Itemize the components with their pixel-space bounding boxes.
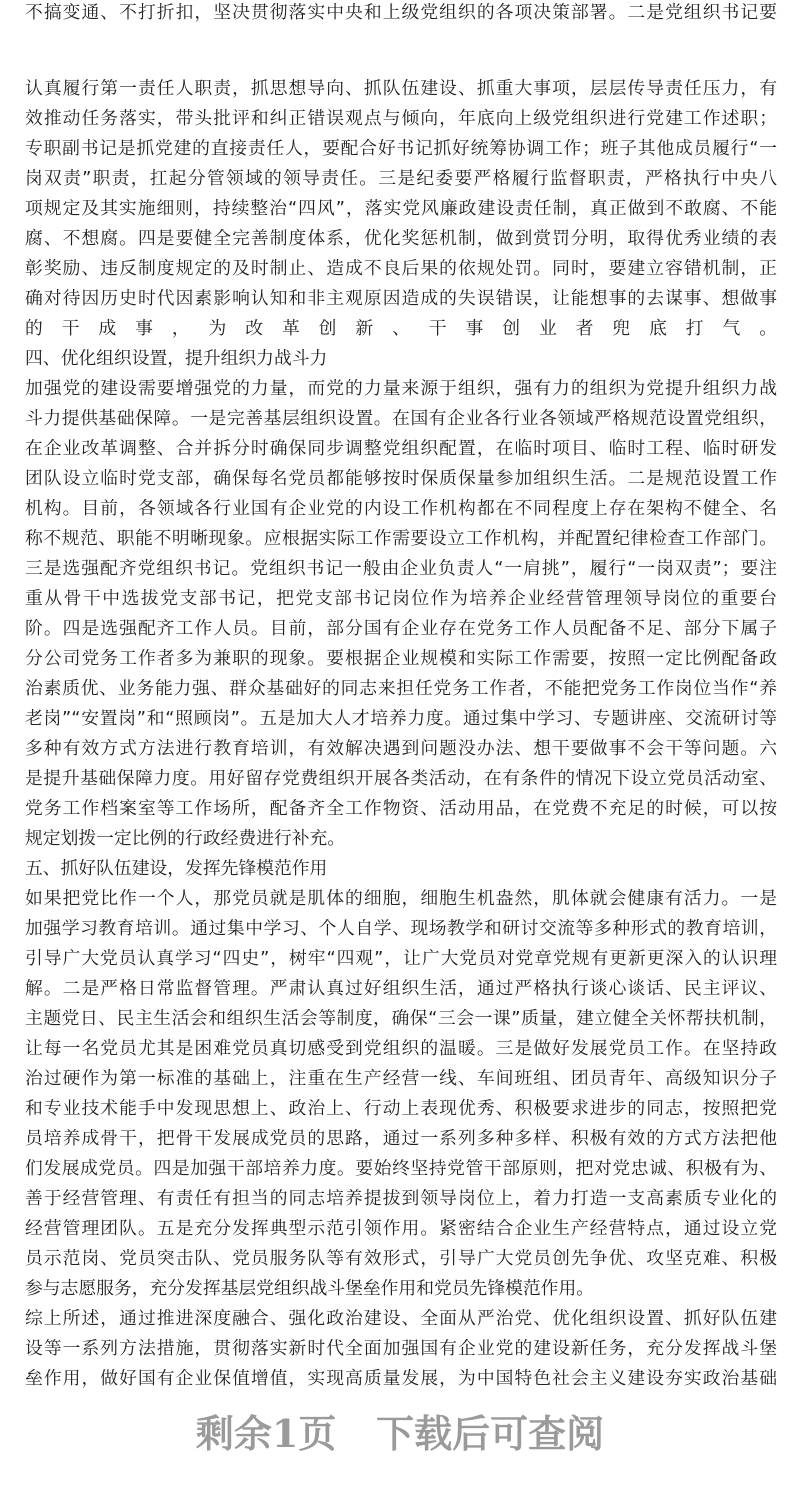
text-line: 项规定及其实施细则，持续整治“四风”，落实党风廉政建设责任制，真正做到不敢腐、不能 [25,198,777,219]
text-line: 在企业改革调整、合并拆分时确保同步调整党组织配置，在临时项目、临时工程、临时研发 [25,438,777,459]
text-line: 经营管理团队。五是充分发挥典型示范引领作用。紧密结合企业生产经营特点，通过设立党 [25,1218,777,1239]
text-line: 三是选强配齐党组织书记。党组织书记一般由企业负责人“一肩挑”，履行“一岗双责”；要注 [25,558,777,579]
text-line: 员培养成骨干，把骨干发展成党员的思路，通过一系列多种多样、积极有效的方式方法把他 [25,1128,777,1149]
text-line: 综上所述，通过推进深度融合、强化政治建设、全面从严治党、优化组织设置、抓好队伍建 [25,1308,777,1329]
text-line: 们发展成党员。四是加强干部培养力度。要始终坚持党管干部原则，把对党忠诚、积极有为、 [25,1158,777,1179]
text-line: 腐、不想腐。四是要健全完善制度体系，优化奖惩机制，做到赏罚分明，取得优秀业绩的表 [25,228,777,249]
download-hint-text: 下载后可查阅 [376,1411,605,1456]
text-line: 解。二是严格日常监督管理。严肃认真过好组织生活，通过严格执行谈心谈话、民主评议、 [25,978,777,999]
text-line: 斗力提供基础保障。一是完善基层组织设置。在国有企业各行业各领域严格规范设置党组织， [25,408,777,429]
text-line: 党务工作档案室等工作场所，配备齐全工作物资、活动用品，在党费不充足的时候，可以按 [25,798,777,819]
text-line: 彰奖励、违反制度规定的及时制止、造成不良后果的依规处罚。同时，要建立容错机制，正 [25,258,777,279]
text-line: 加强学习教育培训。通过集中学习、个人自学、现场教学和研讨交流等多种形式的教育培训， [25,918,777,939]
text-line: 善于经营管理、有责任有担当的同志培养提拔到领导岗位上，着力打造一支高素质专业化的 [25,1188,777,1209]
text-line: 分公司党务工作者多为兼职的现象。要根据企业规模和实际工作需要，按照一定比例配备政 [25,648,777,669]
text-line: 阶。四是选强配齐工作人员。目前，部分国有企业存在党务工作人员配备不足、部分下属子 [25,618,777,639]
text-line: 让每一名党员尤其是困难党员真切感受到党组织的温暖。三是做好发展党员工作。在坚持政 [25,1038,777,1059]
text-line: 治过硬作为第一标准的基础上，注重在生产经营一线、车间班组、团员青年、高级知识分子 [25,1068,777,1089]
text-line: 团队设立临时党支部，确保每名党员都能够按时保质保量参加组织生活。二是规范设置工作 [25,468,777,489]
text-line: 和专业技术能手中发现思想上、政治上、行动上表现优秀、积极要求进步的同志，按照把党 [25,1098,777,1119]
remaining-pages-text: 剩余1页 [195,1411,337,1456]
text-line: 如果把党比作一个人，那党员就是肌体的细胞，细胞生机盎然，肌体就会健康有活力。一是 [25,888,777,909]
download-prompt-banner[interactable] [0,1404,800,1464]
text-line: 认真履行第一责任人职责，抓思想导向、抓队伍建设、抓重大事项，层层传导责任压力，有 [25,78,777,99]
text-line: 机构。目前，各领域各行业国有企业党的内设工作机构都在不同程度上存在架构不健全、名 [25,498,777,519]
text-line: 是提升基础保障力度。用好留存党费组织开展各类活动，在有条件的情况下设立党员活动室、 [25,768,777,789]
text-line: 老岗”“安置岗”和“照顾岗”。五是加大人才培养力度。通过集中学习、专题讲座、交流研讨等 [25,708,777,729]
text-line: 重从骨干中选拔党支部书记，把党支部书记岗位作为培养企业经营管理领导岗位的重要台 [25,588,777,609]
text-line: 设等一系列方法措施，贯彻落实新时代全面加强国有企业党的建设新任务，充分发挥战斗堡 [25,1338,777,1359]
text-line: 参与志愿服务，充分发挥基层党组织战斗堡垒作用和党员先锋模范作用。 [25,1278,595,1299]
text-line: 垒作用，做好国有企业保值增值，实现高质量发展，为中国特色社会主义建设夯实政治基础 [25,1368,777,1389]
text-line: 主题党日、民主生活会和组织生活会等制度，确保“三会一课”质量，建立健全关怀帮扶机制， [25,1008,777,1029]
text-line: 专职副书记是抓党建的直接责任人，要配合好书记抓好统筹协调工作；班子其他成员履行“一 [25,138,777,159]
section-heading: 四、优化组织设置，提升组织力战斗力 [25,348,328,369]
text-line: 多种有效方式方法进行教育培训，有效解决遇到问题没办法、想干要做事不会干等问题。六 [25,738,777,759]
text-line: 员示范岗、党员突击队、党员服务队等有效形式，引导广大党员创先争优、攻坚克难、积极 [25,1248,777,1269]
text-line: 规定划拨一定比例的行政经费进行补充。 [25,828,346,849]
section-heading: 五、抓好队伍建设，发挥先锋模范作用 [25,858,328,879]
text-line: 岗双责”职责，扛起分管领域的领导责任。三是纪委要严格履行监督职责，严格执行中央八 [25,168,777,189]
text-line: 的干成事，为改革创新、干事创业者兜底打气。 [25,318,777,339]
text-line: 加强党的建设需要增强党的力量，而党的力量来源于组织，强有力的组织为党提升组织力战 [25,378,777,399]
text-line: 称不规范、职能不明晰现象。应根据实际工作需要设立工作机构，并配置纪律检查工作部门。 [25,528,777,549]
text-line: 治素质优、业务能力强、群众基础好的同志来担任党务工作者，不能把党务工作岗位当作“养 [25,678,777,699]
text-line: 引导广大党员认真学习“四史”，树牢“四观”，让广大党员对党章党规有更新更深入的认识理 [25,948,777,969]
text-line: 效推动任务落实，带头批评和纠正错误观点与倾向，年底向上级党组织进行党建工作述职； [25,108,777,129]
text-line: 不搞变通、不打折扣，坚决贯彻落实中央和上级党组织的各项决策部署。二是党组织书记要 [25,2,777,23]
text-line: 确对待因历史时代因素影响认知和非主观原因造成的失误错误，让能想事的去谋事、想做事 [25,288,777,309]
